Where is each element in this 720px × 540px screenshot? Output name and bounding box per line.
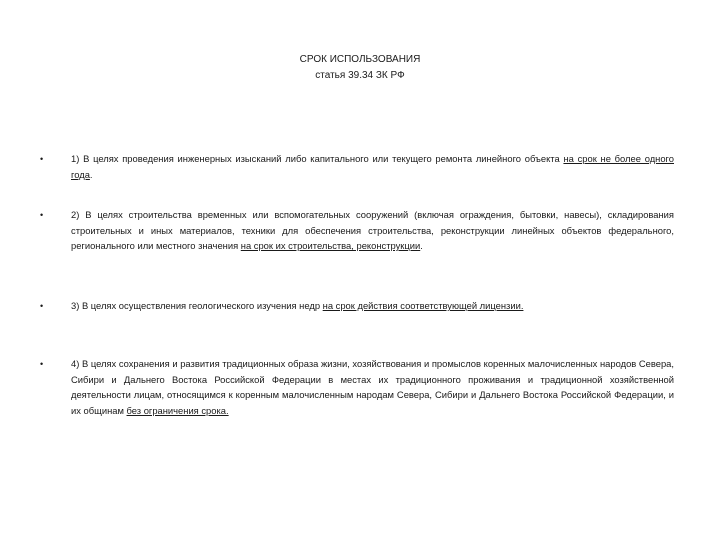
list-item-text	[71, 356, 674, 418]
item-term-underlined: на срок не более одного года	[71, 153, 674, 180]
title-subheading: статья 39.34 ЗК РФ	[315, 70, 405, 81]
slide-title	[0, 52, 720, 84]
list-item-text	[71, 151, 674, 182]
list-item-text	[71, 207, 674, 254]
item-text-main: 4) В целях сохранения и развития традиционных образа жизни, хозяйствования и промыслов коренных малочисленных народов Севера, Сибири и Дальнего Востока Российской Федерации в местах их традиционного проживания и традиционной хозяйственной деятельности лицам, относящимся к коренным малочисленным народам Севера, Сибири и Дальнего Востока Российской Федерации, и их общинам	[71, 358, 674, 416]
item-term-underlined: на срок их строительства, реконструкции	[240, 240, 421, 252]
bullet-icon: •	[40, 301, 44, 311]
bullet-icon: •	[40, 210, 44, 220]
item-text-main: 2) В целях строительства временных или вспомогательных сооружений (включая ограждения, бытовки, навесы), складирования строительных и иных материалов, техники для обеспечения строительства, реконструкции линейных объектов федерального, регионального или местного значения	[71, 209, 674, 252]
item-text-tail: .	[420, 240, 423, 252]
bullet-icon: •	[40, 359, 44, 369]
item-term-underlined: на срок действия соответствующей лицензии.	[322, 300, 524, 311]
item-term-underlined: без ограничения срока.	[126, 404, 229, 416]
item-text-main: 3) В целях осуществления геологического изучения недр	[71, 300, 323, 311]
list-item-text	[71, 298, 674, 314]
title-heading: СРОК ИСПОЛЬЗОВАНИЯ	[299, 54, 421, 65]
item-text-main: 1) В целях проведения инженерных изысканий либо капитального или текущего ремонта линейного объекта	[71, 153, 564, 164]
bullet-icon: •	[40, 154, 44, 164]
item-text-tail: .	[89, 168, 93, 180]
